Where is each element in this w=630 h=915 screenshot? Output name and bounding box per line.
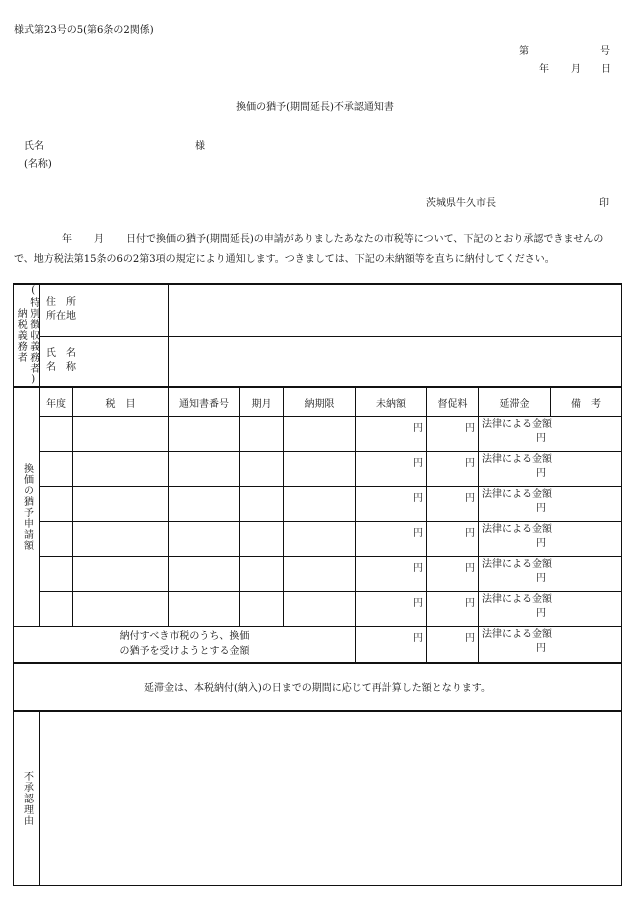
sum-label-cell (14, 627, 356, 663)
address-label-1: 住 所 (46, 297, 76, 309)
name-value-cell[interactable] (169, 336, 622, 387)
taxpayer-section-label-cell (14, 284, 40, 387)
yen-unit: 円 (465, 423, 475, 434)
cell-period[interactable] (240, 487, 284, 522)
address-label-cell (40, 284, 169, 336)
number-suffix: 号 (600, 46, 610, 57)
yen-unit: 円 (413, 563, 423, 574)
date-year-label: 年 (539, 64, 549, 75)
yen-unit: 円 (465, 493, 475, 504)
note-row (14, 663, 622, 711)
cell-notice-number[interactable] (169, 557, 240, 592)
table-row (14, 487, 622, 522)
cell-late-fee[interactable] (479, 487, 622, 522)
cell-year[interactable] (40, 592, 73, 627)
cell-due-date[interactable] (284, 557, 356, 592)
late-fee-note: 延滞金は、本税納付(納入)の日までの期間に応じて再計算した額となります。 (14, 663, 622, 711)
cell-due-date[interactable] (284, 522, 356, 557)
side-label: 換価の猶予申請額 (21, 463, 33, 551)
cell-reminder-fee[interactable] (427, 557, 479, 592)
body-text: 日付で換価の猶予(期間延長)の申請がありましたあなたの市税等について、下記のとおり承認できませんので、地方税法第15条の6の2第3項の規定により通知します。つきましては、下記の未納額等を直ちに納付してください。 (14, 234, 604, 265)
cell-period[interactable] (240, 592, 284, 627)
cell-tax-item[interactable] (73, 557, 169, 592)
cell-unpaid[interactable] (356, 487, 427, 522)
cell-late-fee[interactable] (479, 592, 622, 627)
yen-unit: 円 (536, 433, 546, 444)
yen-unit: 円 (413, 458, 423, 469)
cell-tax-item[interactable] (73, 592, 169, 627)
yen-unit: 円 (536, 608, 546, 619)
date-day-label: 日 (601, 64, 611, 75)
number-prefix: 第 (519, 46, 529, 57)
cell-tax-item[interactable] (73, 487, 169, 522)
sum-late-fee[interactable] (479, 627, 622, 663)
reason-label-cell (14, 711, 40, 886)
cell-notice-number[interactable] (169, 592, 240, 627)
cell-period[interactable] (240, 557, 284, 592)
cell-reminder-fee[interactable] (427, 452, 479, 487)
name-label-cell (40, 336, 169, 387)
cell-late-fee[interactable] (479, 452, 622, 487)
table-row (14, 522, 622, 557)
address-label-2: 所在地 (46, 311, 76, 323)
cell-unpaid[interactable] (356, 557, 427, 592)
cell-reminder-fee[interactable] (427, 487, 479, 522)
yen-unit: 円 (536, 468, 546, 479)
yen-unit: 円 (465, 528, 475, 539)
notice-table (13, 283, 622, 886)
cell-period[interactable] (240, 417, 284, 452)
yen-unit: 円 (413, 528, 423, 539)
cell-year[interactable] (40, 557, 73, 592)
cell-year[interactable] (40, 522, 73, 557)
cell-reminder-fee[interactable] (427, 592, 479, 627)
yen-unit: 円 (465, 598, 475, 609)
document-title: 換価の猶予(期間延長)不承認通知書 (236, 102, 394, 113)
yen-unit: 円 (413, 493, 423, 504)
taxpayer-label-b: (特別徴収義務者) (27, 285, 39, 386)
col-header-period: 期月 (240, 387, 284, 417)
recipient-name-alt-label: (名称) (24, 159, 52, 170)
late-fee-text: 法律による金額 (482, 419, 552, 430)
sum-row (14, 627, 622, 663)
cell-unpaid[interactable] (356, 592, 427, 627)
cell-late-fee[interactable] (479, 417, 622, 452)
yen-unit: 円 (536, 503, 546, 514)
cell-due-date[interactable] (284, 592, 356, 627)
name-label-1: 氏 名 (46, 348, 76, 360)
table-row (14, 452, 622, 487)
yen-unit: 円 (465, 563, 475, 574)
address-value-cell[interactable] (169, 284, 622, 336)
late-fee-text: 法律による金額 (482, 454, 552, 465)
late-fee-text: 法律による金額 (482, 629, 552, 640)
cell-tax-item[interactable] (73, 417, 169, 452)
table-row (14, 557, 622, 592)
yen-unit: 円 (465, 458, 475, 469)
form-id: 様式第23号の5(第6条の2関係) (14, 25, 154, 36)
cell-tax-item[interactable] (73, 522, 169, 557)
cell-tax-item[interactable] (73, 452, 169, 487)
sum-label-1: 納付すべき市税のうち、換価 (119, 631, 250, 643)
reason-value-cell[interactable] (40, 711, 622, 886)
cell-unpaid[interactable] (356, 417, 427, 452)
cell-year[interactable] (40, 487, 73, 522)
cell-late-fee[interactable] (479, 557, 622, 592)
cell-period[interactable] (240, 452, 284, 487)
recipient-name-label: 氏名 (24, 141, 44, 152)
cell-year[interactable] (40, 452, 73, 487)
yen-unit: 円 (465, 633, 475, 644)
body-year: 年 (62, 234, 72, 245)
recipient-honorific: 様 (195, 141, 205, 152)
late-fee-text: 法律による金額 (482, 489, 552, 500)
cell-unpaid[interactable] (356, 452, 427, 487)
reason-label: 不承認理由 (21, 770, 33, 826)
seal-mark: 印 (599, 198, 609, 209)
reason-row (14, 711, 622, 886)
side-label-cell (14, 387, 40, 627)
yen-unit: 円 (413, 633, 423, 644)
col-header-due-date: 納期限 (284, 387, 356, 417)
cell-reminder-fee[interactable] (427, 522, 479, 557)
taxpayer-label-a: 納税義務者 (15, 308, 27, 363)
cell-due-date[interactable] (284, 417, 356, 452)
table-row (14, 592, 622, 627)
sum-label-2: の猶予を受けようとする金額 (119, 646, 250, 658)
col-header-late-fee: 延滞金 (479, 387, 551, 417)
sum-unpaid[interactable] (356, 627, 427, 663)
late-fee-text: 法律による金額 (482, 524, 552, 535)
cell-period[interactable] (240, 522, 284, 557)
cell-due-date[interactable] (284, 452, 356, 487)
cell-year[interactable] (40, 417, 73, 452)
col-header-tax-item: 税 目 (73, 387, 169, 417)
col-header-reminder-fee: 督促料 (427, 387, 479, 417)
cell-notice-number[interactable] (169, 452, 240, 487)
yen-unit: 円 (413, 423, 423, 434)
body-paragraph (14, 230, 622, 269)
yen-unit: 円 (536, 538, 546, 549)
sum-reminder-fee[interactable] (427, 627, 479, 663)
yen-unit: 円 (536, 643, 546, 654)
cell-notice-number[interactable] (169, 417, 240, 452)
cell-late-fee[interactable] (479, 522, 622, 557)
late-fee-text: 法律による金額 (482, 594, 552, 605)
cell-notice-number[interactable] (169, 522, 240, 557)
body-month: 月 (94, 234, 104, 245)
issuer-name: 茨城県牛久市長 (426, 198, 496, 209)
col-header-notice-number: 通知書番号 (169, 387, 240, 417)
table-row (14, 417, 622, 452)
cell-unpaid[interactable] (356, 522, 427, 557)
yen-unit: 円 (536, 573, 546, 584)
col-header-unpaid: 未納額 (356, 387, 427, 417)
yen-unit: 円 (413, 598, 423, 609)
col-header-remarks: 備 考 (551, 387, 622, 417)
col-header-year: 年度 (40, 387, 73, 417)
cell-reminder-fee[interactable] (427, 417, 479, 452)
cell-notice-number[interactable] (169, 487, 240, 522)
cell-due-date[interactable] (284, 487, 356, 522)
date-month-label: 月 (571, 64, 581, 75)
late-fee-text: 法律による金額 (482, 559, 552, 570)
name-label-2: 名 称 (46, 362, 76, 374)
